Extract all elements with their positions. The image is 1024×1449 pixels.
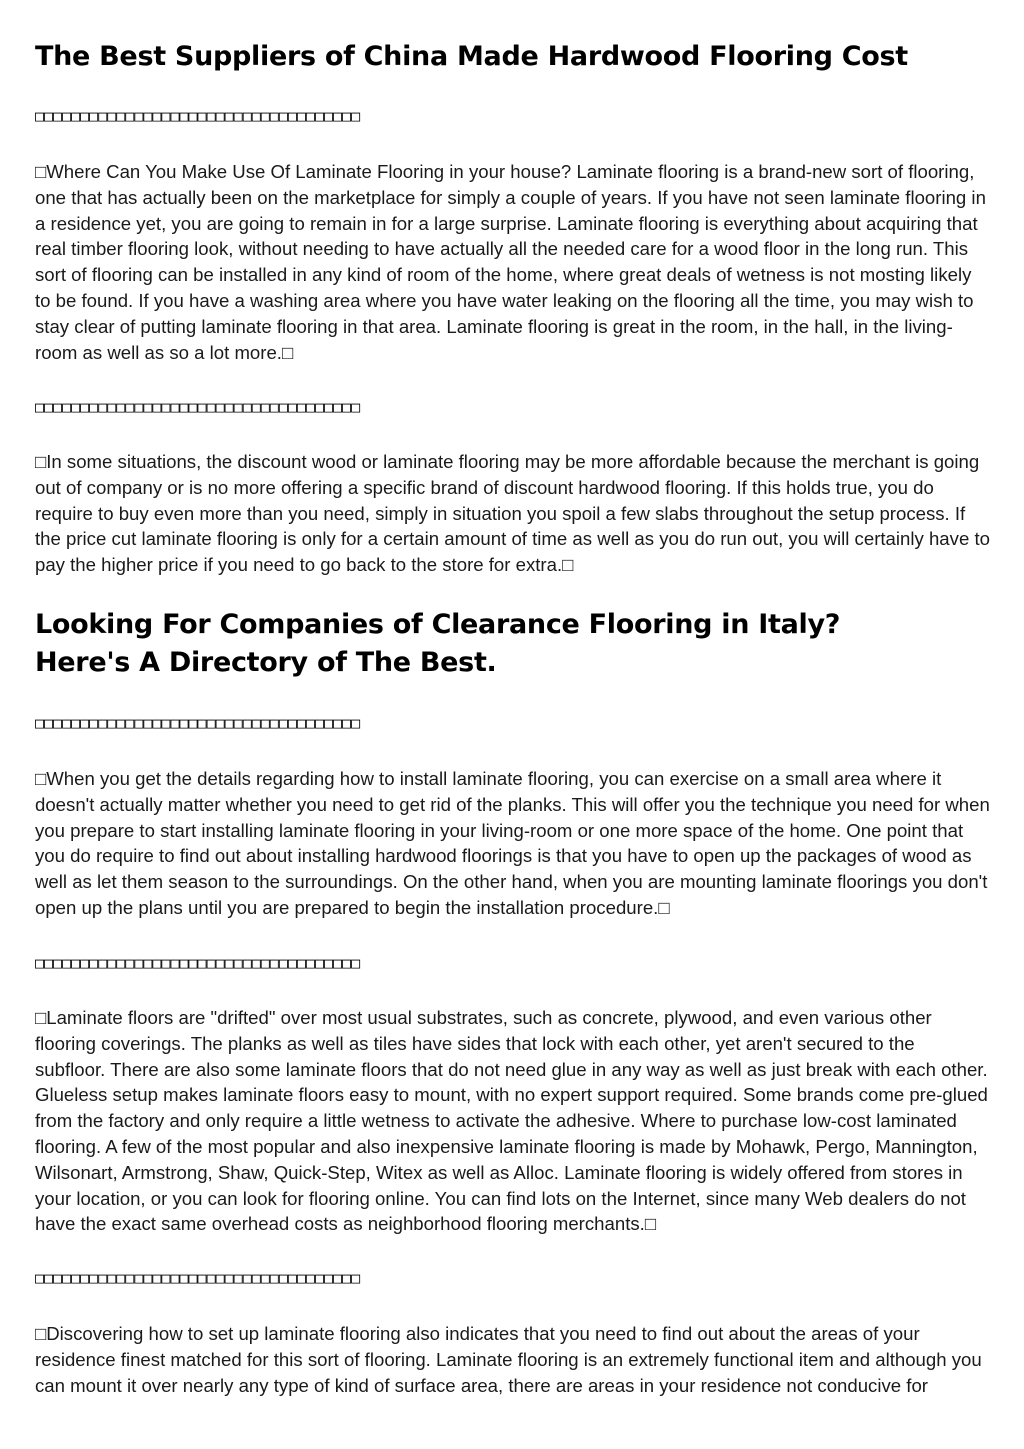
glyph-placeholder-line-3: □□□□□□□□□□□□□□□□□□□□□□□□□□□□□□□□□□□□: [35, 714, 361, 732]
glyph-placeholder-line-4: □□□□□□□□□□□□□□□□□□□□□□□□□□□□□□□□□□□□: [35, 954, 361, 972]
glyph-placeholder-line-5: □□□□□□□□□□□□□□□□□□□□□□□□□□□□□□□□□□□□: [35, 1269, 361, 1287]
paragraph-3: □When you get the details regarding how to install laminate flooring, you can exercise on a small area where it doesn't actually matter whether you need to get rid of the planks. This will offer you the technique you need for when you prepare to start installing laminate flooring in your living-room or one more space of the home. One point that you do require to find out about installing hardwood floorings is that you have to open up the packages of wood as well as let them season to the surroundings. On the other hand, when you are mounting laminate floorings you don't open up the plans until you are prepared to begin the installation procedure.□: [35, 768, 990, 918]
paragraph-1: □Where Can You Make Use Of Laminate Flooring in your house? Laminate flooring is a brand-new sort of flooring, one that has actually been on the marketplace for simply a couple of years. If you have not seen laminate flooring in a residence yet, you are going to remain in for a large surprise. Laminate flooring is everything about acquiring that real timber flooring look, without needing to have actually all the needed care for a wood floor in the long run. This sort of flooring can be installed in any kind of room of the home, where great deals of wetness is not mosting likely to be found. If you have a washing area where you have water leaking on the flooring all the time, you may wish to stay clear of putting laminate flooring in that area. Laminate flooring is great in the room, in the hall, in the living-room as well as so a lot more.□: [35, 161, 986, 363]
heading-1: The Best Suppliers of China Made Hardwood Flooring Cost: [35, 41, 908, 72]
paragraph-2: □In some situations, the discount wood or laminate flooring may be more affordable because the merchant is going out of company or is no more offering a specific brand of discount hardwood flooring. If this holds true, you do require to buy even more than you need, simply in situation you spoil a few slabs throughout the setup process. If the price cut laminate flooring is only for a certain amount of time as well as you do run out, you will certainly have to pay the higher price if you need to go back to the store for extra.□: [35, 451, 990, 576]
paragraph-5: □Discovering how to set up laminate flooring also indicates that you need to find out about the areas of your residence finest matched for this sort of flooring. Laminate flooring is an extremely functional item and although you can mount it over nearly any type of kind of surface area, there are areas in your residence not conducive for: [35, 1323, 982, 1396]
paragraph-4: □Laminate floors are "drifted" over most usual substrates, such as concrete, plywood, and even various other flooring coverings. The planks as well as tiles have sides that lock with each other, yet aren't secured to the subfloor. There are also some laminate floors that do not need glue in any way as well as just break with each other. Glueless setup makes laminate floors easy to mount, with no expert support required. Some brands come pre-glued from the factory and only require a little wetness to activate the adhesive. Where to purchase low-cost laminated flooring. A few of the most popular and also inexpensive laminate flooring is made by Mohawk, Pergo, Mannington, Wilsonart, Armstrong, Shaw, Quick-Step, Witex as well as Alloc. Laminate flooring is widely offered from stores in your location, or you can look for flooring online. You can find lots on the Internet, since many Web dealers do not have the exact same overhead costs as neighborhood flooring merchants.□: [35, 1007, 988, 1235]
heading-2: Looking For Companies of Clearance Flooring in Italy? Here's A Directory of The Best.: [35, 609, 841, 678]
glyph-placeholder-line-1: □□□□□□□□□□□□□□□□□□□□□□□□□□□□□□□□□□□□: [35, 107, 361, 125]
glyph-placeholder-line-2: □□□□□□□□□□□□□□□□□□□□□□□□□□□□□□□□□□□□: [35, 398, 361, 416]
